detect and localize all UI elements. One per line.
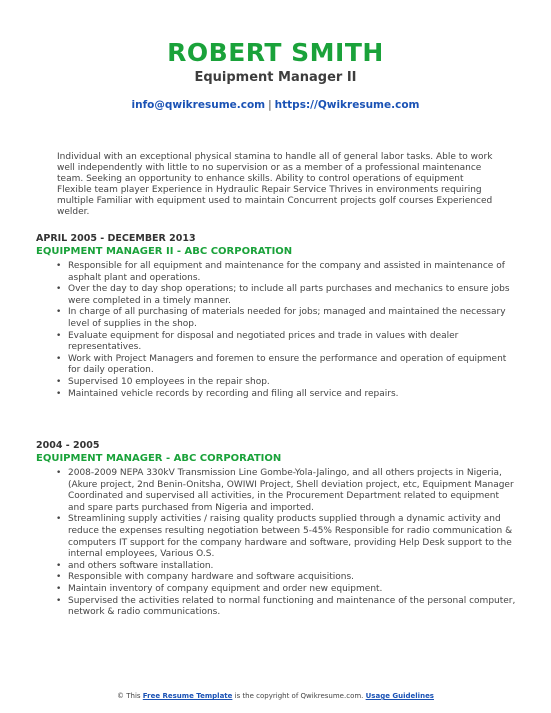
job-bullets <box>36 261 516 400</box>
free-resume-template-link[interactable]: Free Resume Template <box>142 692 233 700</box>
list-item: • Work with Project Managers and foremen to ensure the performance and operation of equipment for daily operation. <box>36 354 516 377</box>
list-item: • Evaluate equipment for disposal and negotiated prices and trade in values with dealer representatives. <box>36 331 516 354</box>
job-entry-2 <box>36 440 516 619</box>
list-item: • Responsible with company hardware and software acquisitions. <box>36 572 516 584</box>
website-link[interactable]: https://Qwikresume.com <box>274 99 420 111</box>
candidate-name: ROBERT SMITH <box>167 38 384 67</box>
list-item: • Responsible for all equipment and maintenance for the company and assisted in maintenance of asphalt plant and operations. <box>36 261 516 284</box>
list-item: • Supervised the activities related to normal functioning and maintenance of the personal computer, network & radio communications. <box>36 596 516 619</box>
list-item: • Over the day to day shop operations; to include all parts purchases and mechanics to ensure jobs were completed in a timely manner. <box>36 284 516 307</box>
list-item: • Maintained vehicle records by recording and filing all service and repairs. <box>36 389 516 401</box>
contact-separator: | <box>268 99 272 111</box>
email-link[interactable]: info@qwikresume.com <box>131 99 266 111</box>
job-role: EQUIPMENT MANAGER II - ABC CORPORATION <box>36 246 293 257</box>
copyright-icon: © <box>117 692 124 700</box>
usage-guidelines-link[interactable]: Usage Guidelines <box>365 692 434 700</box>
list-item: • In charge of all purchasing of materials needed for jobs; managed and maintained the necessary level of supplies in the shop. <box>36 307 516 330</box>
list-item: • 2008-2009 NEPA 330kV Transmission Line Gombe-Yola-Jalingo, and all others projects in Nigeria, (Akure project, 2nd Benin-Onitsha, OWIWI Project, Shell deviation project, etc, Equipment Manager Coordinated and supervised all activities, in the Procurement Department related to equipment and spare parts purchased from Nigeria and imported. <box>36 468 516 514</box>
footer <box>0 692 551 700</box>
job-dates: APRIL 2005 - DECEMBER 2013 <box>36 233 196 244</box>
list-item: • Streamlining supply activities / raising quality products supplied through a dynamic activity and reduce the expenses resulting negotiation between 5-45% Responsible for radio communication & computers IT support for the company hardware and software, providing Help Desk support to the internal employees, Various O.S. <box>36 514 516 560</box>
summary-paragraph: Individual with an exceptional physical stamina to handle all of general labor tasks. Able to work well independently with little to no supervision or as a member of a professional maintenance team. Seeking an opportunity to enhance skills. Ability to control operations of equipment Flexible team player Experience in Hydraulic Repair Service Thrives in environments requiring multiple Familiar with equipment used to maintain Concurrent projects golf courses Experienced welder. <box>57 152 493 217</box>
contact-line <box>0 99 551 111</box>
job-dates: 2004 - 2005 <box>36 440 100 451</box>
footer-prefix: This <box>126 692 141 700</box>
job-role: EQUIPMENT MANAGER - ABC CORPORATION <box>36 453 282 464</box>
job-bullets <box>36 468 516 619</box>
footer-middle: is the copyright of Qwikresume.com. <box>234 692 364 700</box>
list-item: • and others software installation. <box>36 561 516 573</box>
job-entry-1 <box>36 233 516 400</box>
job-title: Equipment Manager II <box>194 70 357 85</box>
list-item: • Supervised 10 employees in the repair shop. <box>36 377 516 389</box>
list-item: • Maintain inventory of company equipment and order new equipment. <box>36 584 516 596</box>
